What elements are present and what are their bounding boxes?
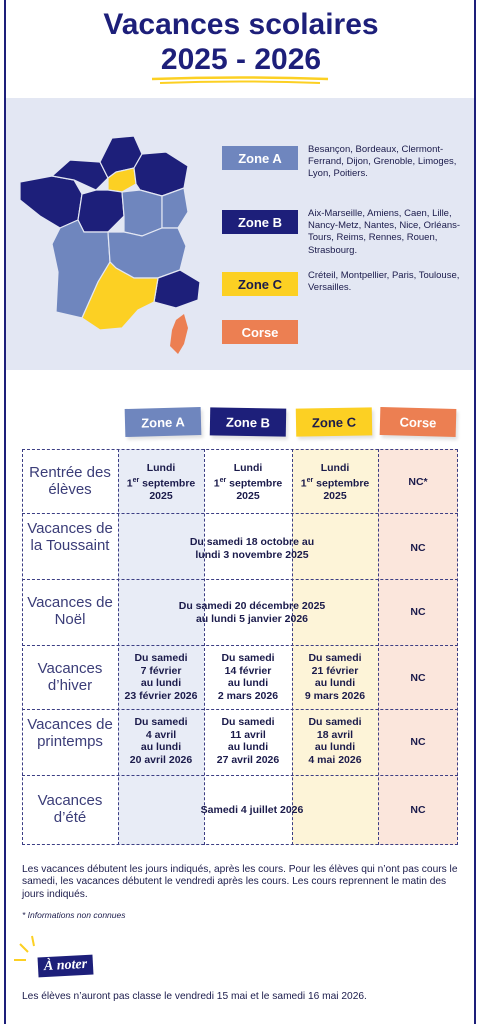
footnote-text: * Informations non connues	[22, 910, 126, 920]
page-title	[0, 8, 482, 78]
legend-chip-zone-a: Zone A	[222, 146, 298, 170]
table-row-toussaint	[22, 513, 458, 579]
title-line-2: 2025 - 2026	[160, 43, 322, 76]
cell-noel-all-zones: Du samedi 20 décembre 2025 au lundi 5 janvier 2026	[178, 600, 326, 625]
table-row-rentree	[22, 449, 458, 513]
a-noter-badge: À noter	[38, 955, 94, 978]
legend-text-zone-b: Aix-Marseille, Amiens, Caen, Lille, Nancy-Metz, Nantes, Nice, Orléans-Tours, Reims, Rennes, Rouen, Strasbourg.	[308, 208, 461, 256]
table-row-noel	[22, 579, 458, 645]
cell-rentree-zone-a: Lundi 1er septembre 2025	[126, 462, 196, 502]
column-header-corse: Corse	[380, 407, 457, 437]
cell-printemps-zone-b: Du samedi 11 avril au lundi 27 avril 2026	[216, 716, 280, 766]
cell-noel-corse: NC	[410, 606, 426, 618]
row-label-noel: Vacances de Noël	[27, 594, 113, 628]
legend-text-zone-c: Créteil, Montpellier, Paris, Toulouse, Versailles.	[308, 270, 460, 294]
cell-hiver-zone-b: Du samedi 14 février au lundi 2 mars 2026	[217, 652, 279, 702]
legend-chip-zone-b: Zone B	[222, 210, 298, 234]
cell-rentree-zone-b: Lundi 1er septembre 2025	[213, 462, 283, 502]
row-label-rentree: Rentrée des élèves	[29, 464, 111, 498]
table-row-ete	[22, 775, 458, 845]
title-underline-decoration	[150, 76, 330, 84]
legend-text-zone-a: Besançon, Bordeaux, Clermont-Ferrand, Dijon, Grenoble, Limoges, Lyon, Poitiers.	[308, 144, 457, 180]
cell-ete-corse: NC	[410, 804, 426, 816]
row-label-toussaint: Vacances de la Toussaint	[27, 520, 113, 554]
column-header-zone-a: Zone A	[125, 407, 202, 437]
column-header-zone-b: Zone B	[210, 407, 286, 436]
column-header-zone-c: Zone C	[296, 407, 372, 436]
title-line-1: Vacances scolaires	[103, 8, 379, 41]
france-zones-map-icon	[12, 132, 212, 362]
cell-toussaint-corse: NC	[410, 542, 426, 554]
row-label-ete: Vacances d’été	[37, 792, 103, 826]
cell-printemps-zone-a: Du samedi 4 avril au lundi 20 avril 2026	[129, 716, 193, 766]
cell-rentree-zone-c: Lundi 1er septembre 2025	[300, 462, 370, 502]
cell-hiver-corse: NC	[410, 672, 426, 684]
row-label-hiver: Vacances d’hiver	[37, 660, 103, 694]
table-row-printemps	[22, 709, 458, 775]
cell-rentree-corse: NC*	[408, 476, 428, 488]
cell-ete-all-zones: Samedi 4 juillet 2026	[200, 804, 304, 816]
calendar-table	[22, 449, 458, 845]
row-label-printemps: Vacances de printemps	[27, 716, 113, 750]
cell-printemps-corse: NC	[410, 736, 426, 748]
table-row-hiver	[22, 645, 458, 709]
cell-hiver-zone-c: Du samedi 21 février au lundi 9 mars 2026	[304, 652, 366, 702]
cell-hiver-zone-a: Du samedi 7 février au lundi 23 février 2026	[124, 652, 198, 702]
cell-printemps-zone-c: Du samedi 18 avril au lundi 4 mai 2026	[308, 716, 362, 766]
final-note-text: Les élèves n’auront pas classe le vendredi 15 mai et le samedi 16 mai 2026.	[22, 991, 367, 1002]
legend-chip-corse: Corse	[222, 320, 298, 344]
cell-toussaint-all-zones: Du samedi 18 octobre au lundi 3 novembre 2025	[189, 536, 315, 561]
legend-chip-zone-c: Zone C	[222, 272, 298, 296]
note-text: Les vacances débutent les jours indiqués, après les cours. Pour les élèves qui n’ont pas cours le samedi, les vacances débutent le vendredi après les cours. Les cours reprennent le matin des jours indiqués.	[22, 864, 458, 900]
